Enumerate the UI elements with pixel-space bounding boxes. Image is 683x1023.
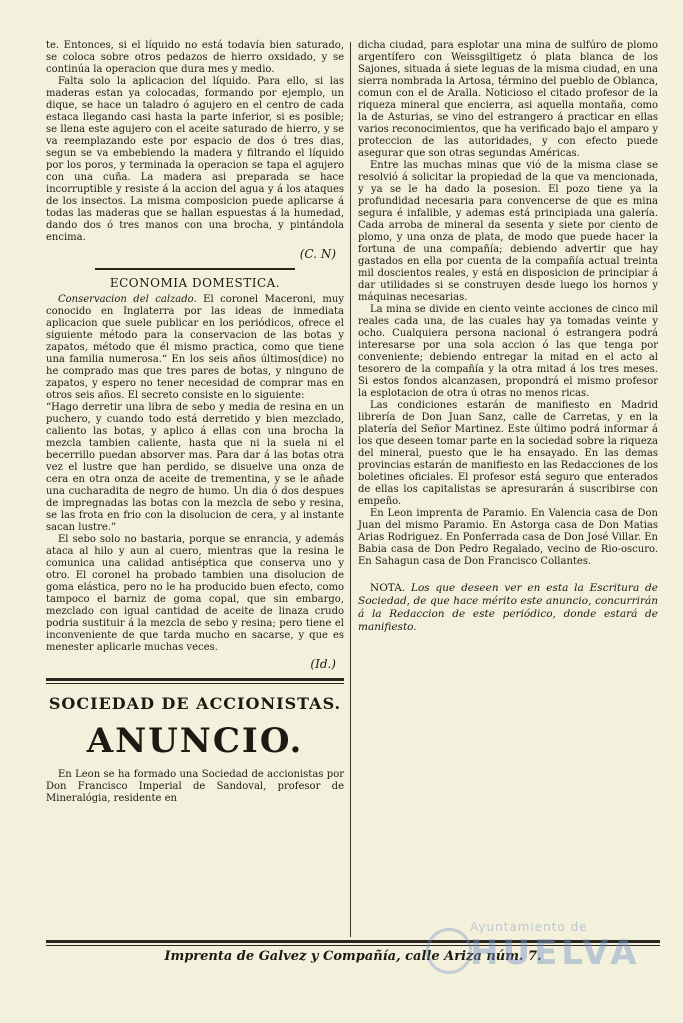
watermark-main-text: HUELVA xyxy=(470,933,641,973)
note-paragraph xyxy=(358,582,658,634)
note-label: NOTA. xyxy=(370,582,406,594)
note-text: Los que deseen ver en esta la Escritura de Sociedad, de que hace mérito este anuncio, concurrirán á la Redaccion de este periódico, donde estará de manifiesto. xyxy=(358,582,658,633)
article-paragraph: El sebo solo no bastaria, porque se enrancia, y además ataca al hilo y aun al cuero, mientras que la resina le comunica una calidad antiséptica que conserva uno y otro. El coronel ha probado tambien una disolucion de goma elástica, pero no le ha producido buen efecto, como tampoco el barniz de goma copal, que sin embargo, mezclado con igual cantidad de aceite de linaza crudo podria sustituir á la mezcla de sebo y resina; pero tiene el inconveniente de que tarda mucho en sacarse, y que es menester aplicarle muchas veces. xyxy=(46,534,344,653)
section-divider xyxy=(95,268,295,270)
announcement-paragraph: Entre las muchas minas que vió de la misma clase se resolvió á solicitar la propiedad de la que va mencionada, y ya se le ha dado la posesion. El pozo tiene ya la profundidad necesaria para convencerse de que es mina segura é infalible, y ademas está principiada una galería. Cada arroba de mineral da sesenta y siete por ciento de plomo, y una onza de plata, de modo que puede hacer la fortuna de una compañía; debiendo advertir que hay gastados en ella por cuenta de la compañía actual treinta mil doscientos reales, y está en disposicion de principiar á dar utilidades si se construyen desde luego los hornos y máquinas necesarias. xyxy=(358,160,658,303)
column-divider xyxy=(350,42,351,937)
article-text: El coronel Maceroni, muy conocido en Inglaterra por las ideas de inmediata aplicacion que suele publicar en los periódicos, ofrece el siguiente método para la conservacion de las botas y zapatos, método que él mismo practica, como que tiene una familia numerosa.“ En los seis años últimos(dice) no he comprado mas que tres pares de botas, y ninguno de zapatos, y espero no tener necesidad de comprar mas en otros seis años. El secreto consiste en lo siguiente: xyxy=(46,294,344,401)
article-paragraph xyxy=(46,294,344,402)
section-divider xyxy=(46,678,344,681)
article-signature: (C. N) xyxy=(299,247,336,261)
article-paragraph: Falta solo la aplicacion del líquido. Para ello, si las maderas estan ya colocadas, formando por ejemplo, un dique, se hace un taladro ó agujero en el centro de cada estaca llegando casi hasta la parte inferior, si es posible; se llena este agujero con el aceite saturado de hierro, y se va reemplazando este por espacio de dos ó tres dias, segun se va embebiendo la madera y filtrando el líquido por los poros, y terminada la operacion se tapa el agujero con una cuña. La madera asi preparada se hace incorruptible y resiste á la accion del agua y á los ataques de los insectos. La misma composicion puede aplicarse á todas las maderas que se hallan espuestas á la humedad, dando dos ó tres manos con una brocha, y pintándola encima. xyxy=(46,76,344,243)
article-quote: “Hago derretir una libra de sebo y media de resina en un puchero, y cuando todo está derretido y bien mezclado, caliento las botas, y aplico á ellas con una brocha la mezcla tambien caliente, hasta que ni la suela ni el becerrillo puedan absorver mas. Para dar á las botas otra vez el lustre que han perdido, se disuelve una onza de cera en otra onza de aceite de trementina, y se le añade una cucharadita de negro de humo. Un dia ó dos despues de impregnadas las botas con la mezcla de sebo y resina, se las frota en frio con la disolucion de cera, y al instante sacan lustre.” xyxy=(46,402,344,533)
announcement-paragraph: En Leon imprenta de Paramio. En Valencia casa de Don Juan del mismo Paramio. En Astorga casa de Don Matias Arias Rodriguez. En Ponferrada casa de Don José Villar. En Babia casa de Don Pedro Regalado, vecino de Rio-oscuro. En Sahagun casa de Don Francisco Collantes. xyxy=(358,508,658,567)
society-title: SOCIEDAD DE ACCIONISTAS. xyxy=(48,694,342,713)
watermark-top-text: Ayuntamiento de xyxy=(470,920,588,934)
section-divider-thin xyxy=(46,683,344,684)
section-title: ECONOMIA DOMESTICA. xyxy=(109,276,281,290)
announcement-paragraph: dicha ciudad, para esplotar una mina de sulfúro de plomo argentífero con Weissgiltigetz ó plata blanca de los Sajones, situada á siete leguas de la misma ciudad, en una sierra nombrada la Artosa, término del pueblo de Oblanca, comun con el de Aralla. Noticioso el citado profesor de la riqueza mineral que encierra, asi aquella montaña, como la de Asturias, se vino del estrangero á practicar en ellas varios reconocimientos, que ha verificado bajo el amparo y proteccion de las autoridades, y con efecto puede asegurar que son otras segundas Américas. xyxy=(358,40,658,159)
announcement-paragraph: La mina se divide en ciento veinte acciones de cinco mil reales cada una, de las cuales hay ya tomadas veinte y ocho. Cualquiera persona nacional ó estrangera podrá interesarse por una sola accion ó las que tenga por conveniente; debiendo entregar la mitad en el acto al tesorero de la compañía y la otra mitad á los tres meses. Si estos fondos alcanzasen, propondrá el mismo profesor la esplotacion de otra ú otras no menos ricas. xyxy=(358,304,658,399)
article-signature: (Id.) xyxy=(310,657,336,671)
announcement-paragraph: Las condiciones estarán de manifiesto en Madrid librería de Don Juan Sanz, calle de Carretas, y en la platería del Señor Martinez. Este último podrá informar á los que deseen tomar parte en la sociedad sobre la riqueza del mineral, puesto que le ha ensayado. En las demas provincias estarán de manifiesto en las Redacciones de los boletines oficiales. El profesor está seguro que enterados de ellas los capitalistas se apresurarán á suscribirse con empeño. xyxy=(358,400,658,507)
right-column xyxy=(358,40,658,634)
watermark-seal-icon xyxy=(426,928,472,974)
article-paragraph: te. Entonces, si el líquido no está todavía bien saturado, se coloca sobre otros pedazos de hierro oxsidado, y se continúa la operacion que dura mes y medio. xyxy=(46,40,344,75)
left-column xyxy=(46,40,344,805)
announcement-paragraph: En Leon se ha formado una Sociedad de accionistas por Don Francisco Imperial de Sandoval, profesor de Mineralógia, residente en xyxy=(46,769,344,804)
announcement-title: ANUNCIO. xyxy=(86,721,304,761)
printer-imprint: Imprenta de Galvez y Compañía, calle Ariza núm. 7. xyxy=(164,949,542,964)
note-block xyxy=(358,582,658,634)
archive-watermark xyxy=(470,920,640,1000)
article-subtitle: Conservacion del calzado. xyxy=(58,294,197,305)
